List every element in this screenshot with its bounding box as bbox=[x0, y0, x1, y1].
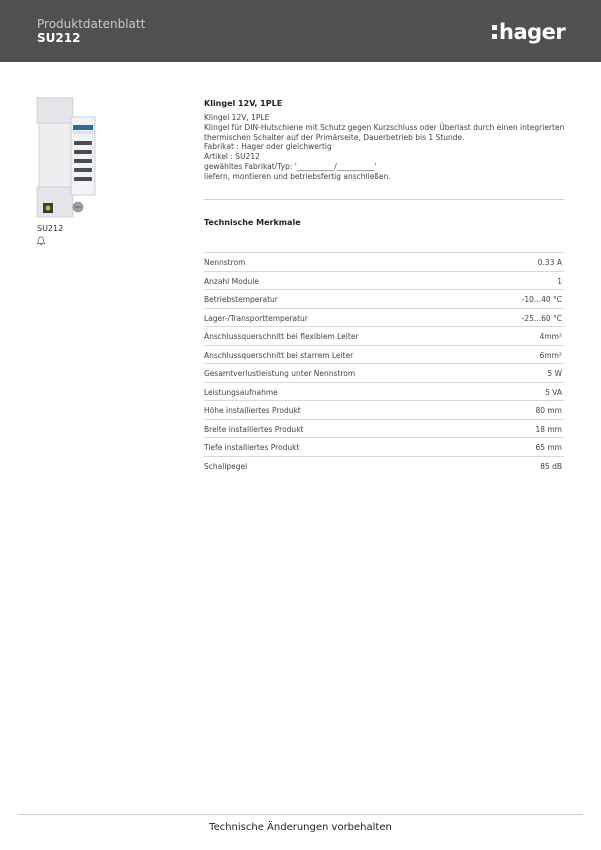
spec-value: 1 bbox=[557, 276, 562, 286]
spec-value: 18 mm bbox=[535, 424, 562, 434]
spec-row bbox=[204, 382, 564, 401]
image-caption: SU212 bbox=[37, 224, 64, 233]
description-line: Fabrikat : Hager oder gleichwertig bbox=[204, 142, 332, 152]
spec-row bbox=[204, 419, 564, 438]
spec-value: 4mm² bbox=[539, 332, 562, 341]
spec-value: 6mm² bbox=[539, 350, 562, 360]
logo-dots bbox=[492, 22, 499, 42]
spec-row bbox=[204, 326, 564, 345]
spec-value: 5 W bbox=[547, 369, 562, 378]
product-description bbox=[204, 113, 569, 182]
spec-label: Tiefe installiertes Produkt bbox=[204, 443, 300, 452]
spec-row bbox=[204, 308, 564, 327]
spec-label: Betriebstemperatur bbox=[204, 295, 278, 304]
section-divider bbox=[204, 199, 564, 200]
description-line: gewähltes Fabrikat/Typ: '__________/__________' bbox=[204, 161, 377, 171]
specs-table bbox=[204, 252, 564, 474]
spec-label: Gesamtverlustleistung unter Nennstrom bbox=[204, 369, 356, 378]
spec-value: 85 dB bbox=[540, 461, 562, 471]
spec-label: Anschlussquerschnitt bei starrem Leiter bbox=[204, 350, 354, 360]
bell-icon bbox=[36, 236, 46, 246]
spec-label: Breite installiertes Produkt bbox=[204, 424, 304, 434]
description-line: Klingel 12V, 1PLE bbox=[204, 113, 270, 122]
spec-row bbox=[204, 437, 564, 456]
spec-label: Leistungsaufnahme bbox=[204, 387, 278, 397]
spec-row bbox=[204, 289, 564, 308]
footer-disclaimer: Technische Änderungen vorbehalten bbox=[209, 822, 392, 833]
page-header bbox=[0, 0, 601, 62]
description-line: liefern, montieren und betriebsfertig anschließen. bbox=[204, 171, 391, 181]
spec-value: -25...60 °C bbox=[521, 313, 562, 323]
description-line: Klingel für DIN-Hutschiene mit Schutz gegen Kurzschluss oder Überlast durch einen integrierten bbox=[204, 122, 565, 132]
product-image bbox=[33, 97, 99, 221]
spec-row bbox=[204, 363, 564, 382]
document-type: Produktdatenblatt bbox=[37, 17, 146, 31]
spec-row bbox=[204, 400, 564, 419]
product-title: Klingel 12V, 1PLE bbox=[204, 99, 283, 108]
spec-value: 65 mm bbox=[535, 443, 562, 452]
spec-label: Nennstrom bbox=[204, 258, 246, 267]
spec-row bbox=[204, 271, 564, 290]
spec-label: Anschlussquerschnitt bei flexiblem Leiter bbox=[204, 332, 359, 341]
spec-label: Lager-/Transporttemperatur bbox=[204, 313, 308, 323]
hager-logo bbox=[492, 18, 566, 46]
logo-text: hager bbox=[499, 20, 566, 44]
spec-value: 5 VA bbox=[545, 387, 562, 397]
footer-divider bbox=[18, 814, 583, 815]
specs-section-title: Technische Merkmale bbox=[204, 218, 301, 227]
spec-value: 80 mm bbox=[535, 406, 562, 415]
description-line: thermischen Schalter auf der Primärseite, Dauerbetrieb bis 1 Stunde. bbox=[204, 132, 465, 142]
spec-value: -10...40 °C bbox=[521, 295, 562, 304]
spec-label: Anzahl Module bbox=[204, 276, 259, 286]
spec-label: Höhe installiertes Produkt bbox=[204, 406, 301, 415]
document-code: SU212 bbox=[37, 31, 81, 45]
spec-row bbox=[204, 456, 564, 475]
description-line: Artikel : SU212 bbox=[204, 152, 260, 162]
spec-label: Schallpegel bbox=[204, 461, 248, 471]
spec-value: 0.33 A bbox=[537, 258, 562, 267]
spec-row bbox=[204, 345, 564, 364]
spec-row bbox=[204, 252, 564, 271]
